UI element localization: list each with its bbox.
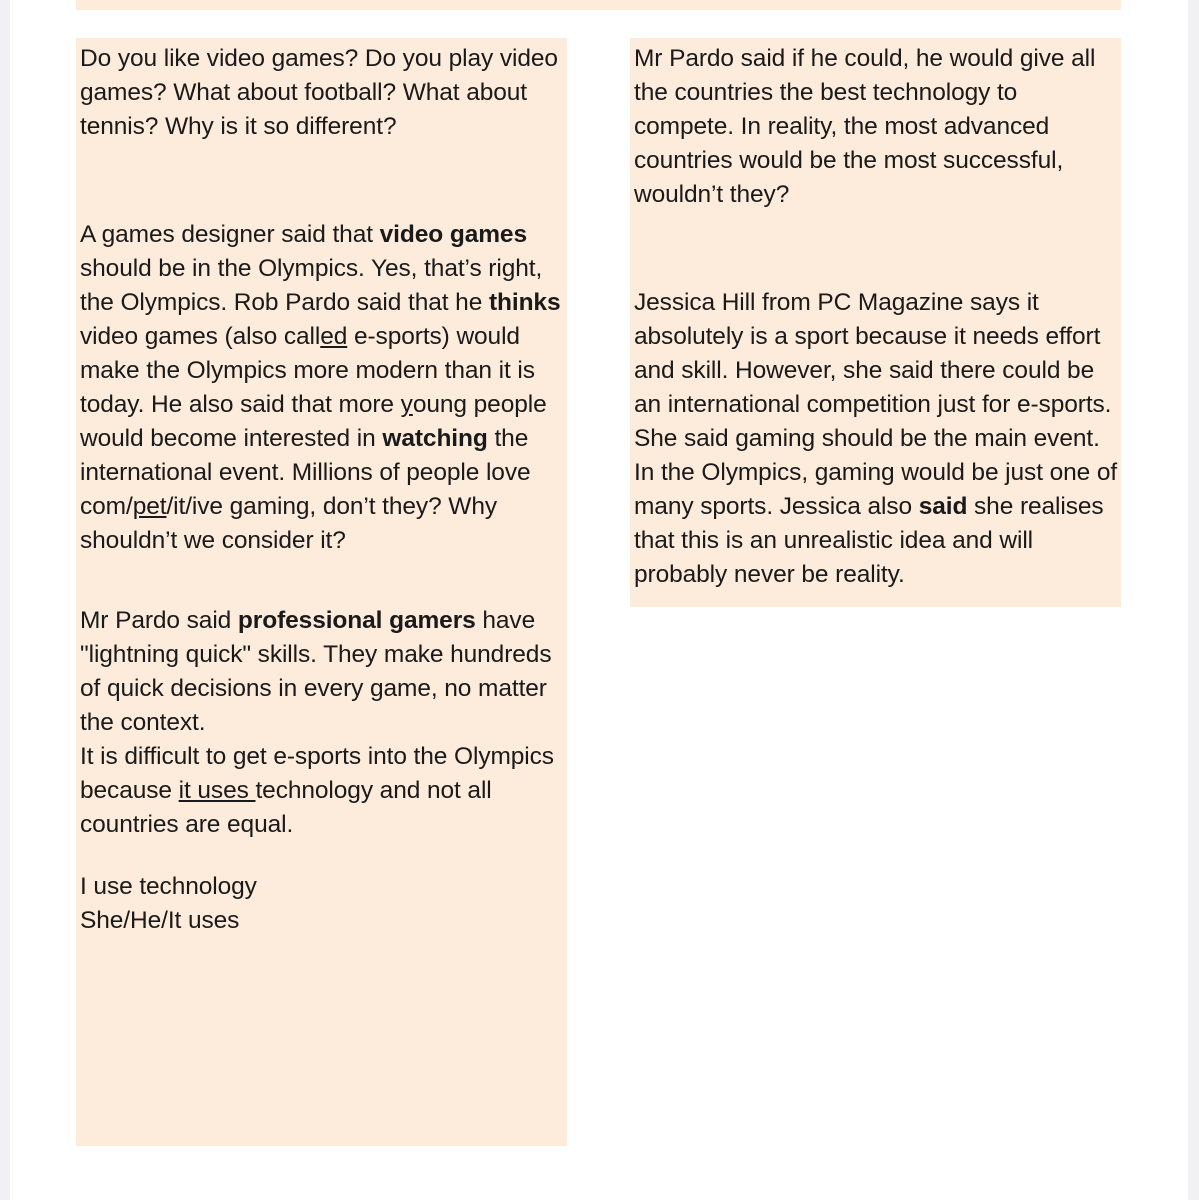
right-text-column [630, 38, 1121, 607]
bold-thinks: thinks [488, 289, 561, 316]
grammar-note-line-1: I use technology [80, 873, 257, 900]
underline-it-uses: it uses [178, 777, 256, 804]
bold-said: said [918, 493, 968, 520]
underline-ed: ed [320, 323, 348, 350]
bold-video-games: video games [379, 221, 527, 248]
grammar-note-line-2: She/He/It uses [80, 907, 240, 934]
top-highlight-band [76, 0, 1121, 10]
bold-professional-gamers: professional gamers [237, 607, 476, 634]
underline-y: y [400, 391, 413, 418]
bold-watching: watching [382, 425, 488, 452]
intro-paragraph: Do you like video games? Do you play video games? What about football? What about tennis? Why is it so different? [80, 45, 558, 140]
designer-paragraph: A games designer said that video games should be in the Olympics. Yes, that’s right, the Olympics. Rob Pardo said that he thinks video games (also called e-sports) would make the Olympics more modern than it is today. He also said that more young people would become interested in watching the international event. Millions of people love com/pet/it/ive gaming, don’t they? Why shouldn’t we consider it? [80, 221, 561, 554]
technology-paragraph: Mr Pardo said if he could, he would give all the countries the best technology to compete. In reality, the most advanced countries would be the most successful, wouldn’t they? [634, 45, 1096, 208]
underline-pet: pet [132, 493, 167, 520]
jessica-hill-paragraph: Jessica Hill from PC Magazine says it absolutely is a sport because it needs effort and skill. However, she said there could be an international competition just for e-sports. She said gaming should be the main event. In the Olympics, gaming would be just one of many sports. Jessica also said she realises that this is an unrealistic idea and will probably never be reality. [634, 289, 1118, 588]
gamers-paragraph: Mr Pardo said professional gamers have "lightning quick" skills. They make hundreds of quick decisions in every game, no matter the context. It is difficult to get e-sports into the Olympics because it uses technology and not all countries are equal. [80, 607, 554, 838]
left-text-column [76, 38, 567, 1146]
